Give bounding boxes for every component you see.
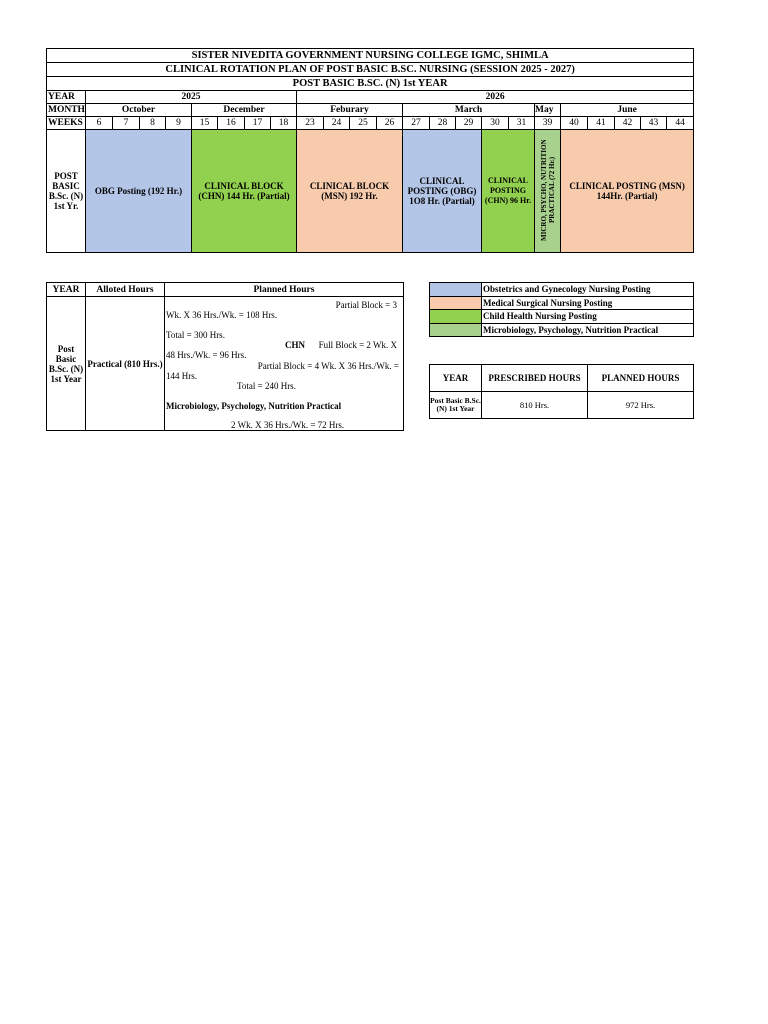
year-label: YEAR bbox=[47, 91, 86, 104]
summary-header-prescribed: PRESCRIBED HOURS bbox=[482, 365, 588, 392]
year-2025: 2025 bbox=[86, 91, 297, 104]
month-label: MONTH bbox=[48, 104, 85, 115]
week-cell: 42 bbox=[615, 117, 641, 130]
week-cell: 6 bbox=[86, 117, 113, 130]
week-cell: 25 bbox=[350, 117, 377, 130]
week-cell: 29 bbox=[456, 117, 482, 130]
planned-line: Full Block = 2 Wk. X bbox=[318, 340, 397, 350]
week-cell: 40 bbox=[561, 117, 588, 130]
week-cell: 43 bbox=[641, 117, 667, 130]
week-cell: 16 bbox=[218, 117, 245, 130]
planned-line: Total = 240 Hrs. bbox=[237, 381, 296, 391]
year-2026: 2026 bbox=[297, 91, 694, 104]
month-march: March bbox=[403, 104, 535, 117]
hours-header-planned: Planned Hours bbox=[165, 283, 404, 297]
planned-line: Wk. X 36 Hrs./Wk. = 108 Hrs. bbox=[166, 310, 278, 320]
week-cell: 28 bbox=[430, 117, 456, 130]
week-cell: 31 bbox=[509, 117, 535, 130]
block-obg-clinical-posting: CLINICAL POSTING (OBG) 1O8 Hr. (Partial) bbox=[403, 130, 482, 253]
planned-line: 48 Hrs./Wk. = 96 Hrs. bbox=[166, 350, 247, 360]
row-label-post-basic: POST BASIC B.Sc. (N) 1st Yr. bbox=[47, 130, 86, 253]
legend-label-chn: Child Health Nursing Posting bbox=[482, 310, 694, 324]
legend-label-obg: Obstetrics and Gynecology Nursing Posting bbox=[482, 283, 694, 297]
legend-swatch-chn bbox=[430, 310, 482, 324]
legend-swatch-msn bbox=[430, 296, 482, 310]
week-cell: 15 bbox=[192, 117, 218, 130]
planned-line: Partial Block = 3 bbox=[335, 300, 397, 310]
summary-planned: 972 Hrs. bbox=[588, 392, 694, 419]
legend-label-micro: Microbiology, Psychology, Nutrition Practical bbox=[482, 323, 694, 337]
block-chn-clinical: CLINICAL BLOCK (CHN) 144 Hr. (Partial) bbox=[192, 130, 297, 253]
legend-swatch-micro bbox=[430, 323, 482, 337]
week-cell: 44 bbox=[667, 117, 694, 130]
micro-psycho-nutrition-label: MICRO, PSYCHO, NUTRITION PRACTICAL (72 Hr.) bbox=[539, 139, 556, 241]
planned-line-micro: Microbiology, Psychology, Nutrition Practical bbox=[166, 401, 342, 411]
weeks-label: WEEKS bbox=[47, 117, 86, 130]
week-cell: 41 bbox=[588, 117, 615, 130]
month-december: December bbox=[192, 104, 297, 117]
week-cell: 17 bbox=[245, 117, 271, 130]
hours-table bbox=[46, 282, 404, 431]
month-october: October bbox=[86, 104, 192, 117]
planned-line: 144 Hrs. bbox=[166, 371, 197, 381]
week-cell: 7 bbox=[113, 117, 140, 130]
summary-header-planned: PLANNED HOURS bbox=[588, 365, 694, 392]
clinical-rotation-table bbox=[46, 48, 694, 253]
planned-line: Partial Block = 4 Wk. X 36 Hrs./Wk. = bbox=[257, 361, 399, 371]
block-obg-posting: OBG Posting (192 Hr.) bbox=[86, 130, 192, 253]
hours-alloted: Practical (810 Hrs.) bbox=[86, 297, 165, 431]
block-micro-psycho-nutrition bbox=[535, 130, 561, 253]
planned-hours-cell bbox=[165, 297, 404, 431]
hours-header-year: YEAR bbox=[47, 283, 86, 297]
summary-year: Post Basic B.Sc. (N) 1st Year bbox=[430, 392, 482, 419]
color-legend bbox=[429, 282, 694, 337]
summary-prescribed: 810 Hrs. bbox=[482, 392, 588, 419]
week-cell: 8 bbox=[140, 117, 166, 130]
block-msn-clinical-posting: CLINICAL POSTING (MSN) 144Hr. (Partial) bbox=[561, 130, 694, 253]
block-msn-clinical: CLINICAL BLOCK (MSN) 192 Hr. bbox=[297, 130, 403, 253]
hours-year: Post Basic B.Sc. (N) 1st Year bbox=[47, 297, 86, 431]
summary-header-year: YEAR bbox=[430, 365, 482, 392]
course-title: POST BASIC B.SC. (N) 1st YEAR bbox=[47, 77, 694, 91]
week-cell: 39 bbox=[535, 117, 561, 130]
week-cell: 23 bbox=[297, 117, 324, 130]
legend-swatch-obg bbox=[430, 283, 482, 297]
planned-line: 2 Wk. X 36 Hrs./Wk. = 72 Hrs. bbox=[231, 420, 345, 430]
week-cell: 18 bbox=[271, 117, 297, 130]
summary-table bbox=[429, 364, 694, 419]
legend-label-msn: Medical Surgical Nursing Posting bbox=[482, 296, 694, 310]
planned-line: Total = 300 Hrs. bbox=[166, 330, 225, 340]
block-chn-clinical-posting: CLINICAL POSTING (CHN) 96 Hr. bbox=[482, 130, 535, 253]
week-cell: 24 bbox=[324, 117, 350, 130]
planned-line-chn: CHN bbox=[285, 340, 305, 350]
college-title: SISTER NIVEDITA GOVERNMENT NURSING COLLEGE IGMC, SHIMLA bbox=[47, 49, 694, 63]
month-may: May bbox=[535, 104, 561, 117]
week-cell: 26 bbox=[377, 117, 403, 130]
month-june: June bbox=[561, 104, 694, 117]
hours-header-alloted: Alloted Hours bbox=[86, 283, 165, 297]
week-cell: 9 bbox=[166, 117, 192, 130]
week-cell: 30 bbox=[482, 117, 509, 130]
plan-title: CLINICAL ROTATION PLAN OF POST BASIC B.SC. NURSING (SESSION 2025 - 2027) bbox=[47, 63, 694, 77]
week-cell: 27 bbox=[403, 117, 430, 130]
month-february: Feburary bbox=[297, 104, 403, 117]
